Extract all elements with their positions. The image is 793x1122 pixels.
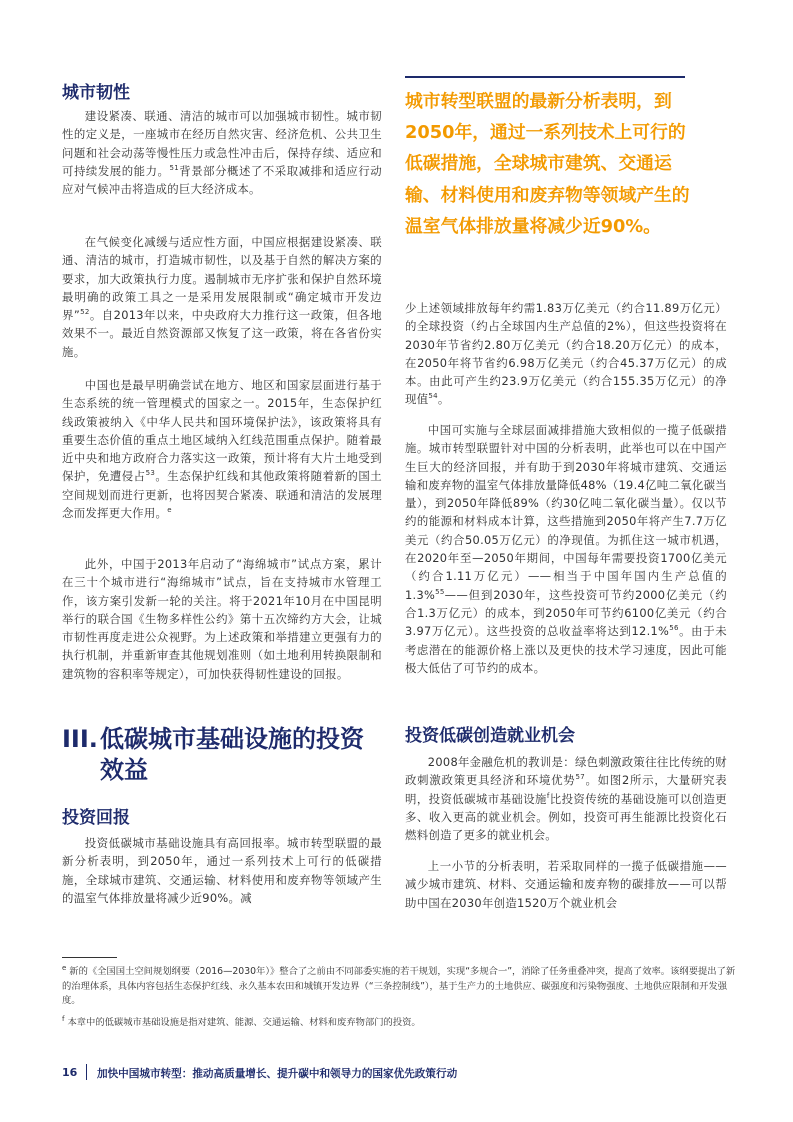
paragraph-resilience-definition: 建设紧凑、联通、清洁的城市可以加强城市韧性。城市韧性的定义是，一座城市在经历自然灾害、经济危机、公共卫生问题和社会动荡等慢性压力或急性冲击后，保持存续、适应和可持续发展的能力。$^{51}$背景部分概述了不采取减排和适应行动应对气候冲击将造成的巨大经济成本。: [62, 109, 383, 197]
section-heading-iii: [62, 724, 382, 786]
footer-title: 加快中国城市转型：推动高质量增长、提升碳中和领导力的国家优先政策行动: [97, 1068, 458, 1080]
paragraph-green-stimulus: 2008年金融危机的教训是：绿色刺激政策往往比传统的财政刺激政策更具经济和环境优势$^{57}$。如图2所示，大量研究表明，投资低碳城市基础设施$^f$比投资传统的基础设施可以创造更多、收入更高的就业机会。例如，投资可再生能源比投资化石燃料创造了更多的就业机会。: [405, 755, 727, 843]
footer-divider: [86, 1064, 87, 1080]
footnote-rule: [62, 957, 117, 958]
footnote-e: $^e$ 新的《全国国土空间规划纲要（2016—2030年）》整合了之前由不同部委实施的若干规划，实现“多规合一”，消除了任务重叠冲突，提高了效率。该纲要提出了新的治理体系，具体内容包括生态保护红线、永久基本农田和城镇开发边界（“三条控制线”），基于生产力的土地供应、碳强度和污染物强度、土地供应限制和开发强度。: [62, 963, 736, 1006]
paragraph-climate-adaptation: 在气候变化减缓与适应性方面，中国应根据建设紧凑、联通、清洁的城市，打造城市韧性，以及基于自然的解决方案的要求，加大政策执行力度。遏制城市无序扩张和保护自然环境最明确的政策工具之一是采用发展限制或“确定城市开发边界”$^{52}$。自2013年以来，中央政府大力推行这一政策，但各地效果不一。最近自然资源部又恢复了这一政策，将在各省份实施。: [62, 235, 382, 359]
paragraph-ecological-redline: 中国也是最早明确尝试在地方、地区和国家层面进行基于生态系统的统一管理模式的国家之一。2015年，生态保护红线政策被纳入《中华人民共和国环境保护法》，该政策将具有重要生态价值的重点土地区域纳入红线范围重点保护。随着最近中央和地方政府合力落实这一政策，预计将有大片土地受到保护，免遭侵占$^{53}$。生态保护红线和其他政策将随着新的国土空间规划而进行更新，也将因契合紧凑、联通和清洁的发展理念而发挥更大作用。$^e$: [62, 378, 382, 521]
paragraph-investment-returns: 投资低碳城市基础设施具有高回报率。城市转型联盟的最新分析表明，到2050年，通过一系列技术上可行的低碳措施，全球城市建筑、交通运输、材料使用和废弃物等领域产生的温室气体排放量将减少近90%。减: [62, 836, 382, 905]
pull-quote-rule: [405, 76, 685, 78]
footnote-f: $^f$ 本章中的低碳城市基础设施是指对建筑、能源、交通运输、材料和废弃物部门的投资。: [62, 1014, 421, 1028]
heading-investment-returns-wrap: [62, 803, 382, 828]
section-title-line1: 低碳城市基础设施的投资: [100, 725, 364, 753]
page-number: 16: [62, 1066, 78, 1079]
pull-quote: 城市转型联盟的最新分析表明，到2050年，通过一系列技术上可行的低碳措施，全球城市建筑、交通运输、材料使用和废弃物等领域产生的温室气体排放量将减少近90%。: [405, 91, 690, 237]
heading-urban-resilience: 城市韧性: [62, 83, 130, 103]
left-column: [62, 78, 382, 103]
section-number: III.: [62, 725, 98, 753]
paragraph-sponge-city: 此外，中国于2013年启动了“海绵城市”试点方案，累计在三十个城市进行“海绵城市”试点，旨在支持城市水管理工作，该方案引发新一轮的关注。将于2021年10月在中国昆明举行的联合国《生物多样性公约》第十五次缔约方大会，让城市韧性再度走进公众视野。为上述政策和举措建立更强有力的执行机制，并重新审查其他规划准则（如土地利用转换限制和建筑物的容积率等规定），可加快获得韧性建设的回报。: [62, 557, 382, 681]
paragraph-global-investment: 少上述领域排放每年约需1.83万亿美元（约合11.89万亿元）的全球投资（约占全球国内生产总值的2%），但这些投资将在2030年节省约2.80万亿美元（约合18.20万亿元）的成本，在2050年将节省约6.98万亿美元（约合45.37万亿元）的成本。由此可产生约23.9万亿美元（约合155.35万亿元）的净现值$^{54}$。: [405, 301, 727, 407]
section-title-line2: 效益: [100, 756, 148, 784]
heading-investment-returns: 投资回报: [62, 808, 130, 828]
heading-jobs-wrap: [405, 721, 727, 746]
paragraph-jobs-created: 上一小节的分析表明，若采取同样的一揽子低碳措施——减少城市建筑、材料、交通运输和废弃物的碳排放——可以帮助中国在2030年创造1520万个就业机会: [405, 859, 727, 910]
paragraph-china-returns: 中国可实施与全球层面减排措施大致相似的一揽子低碳措施。城市转型联盟针对中国的分析表明，此举也可以在中国产生巨大的经济回报，并有助于到2030年将城市建筑、交通运输和废弃物的温室气体排放量降低48%（19.4亿吨二氧化碳当量），到2050年降低89%（约30亿吨二氧化碳当量）。仅以节约的能源和材料成本计算，这些措施到2050年将产生7.7万亿美元（约合50.05万亿元）的净现值。为抓住这一城市机遇，在2020年至—2050年期间，中国每年需要投资1700亿美元（约合1.11万亿元）——相当于中国年国内生产总值的1.3%$^{55}$——但到2030年，这些投资可节约2000亿美元（约合1.3万亿元）的成本，到2050年可节约6100亿美元（约合3.97万亿元）。这些投资的总收益率将达到12.1%$^{56}$。由于未考虑潜在的能源价格上涨以及更快的技术学习速度，因此可能极大低估了可节约的成本。: [405, 423, 727, 675]
heading-low-carbon-jobs: 投资低碳创造就业机会: [405, 726, 575, 746]
